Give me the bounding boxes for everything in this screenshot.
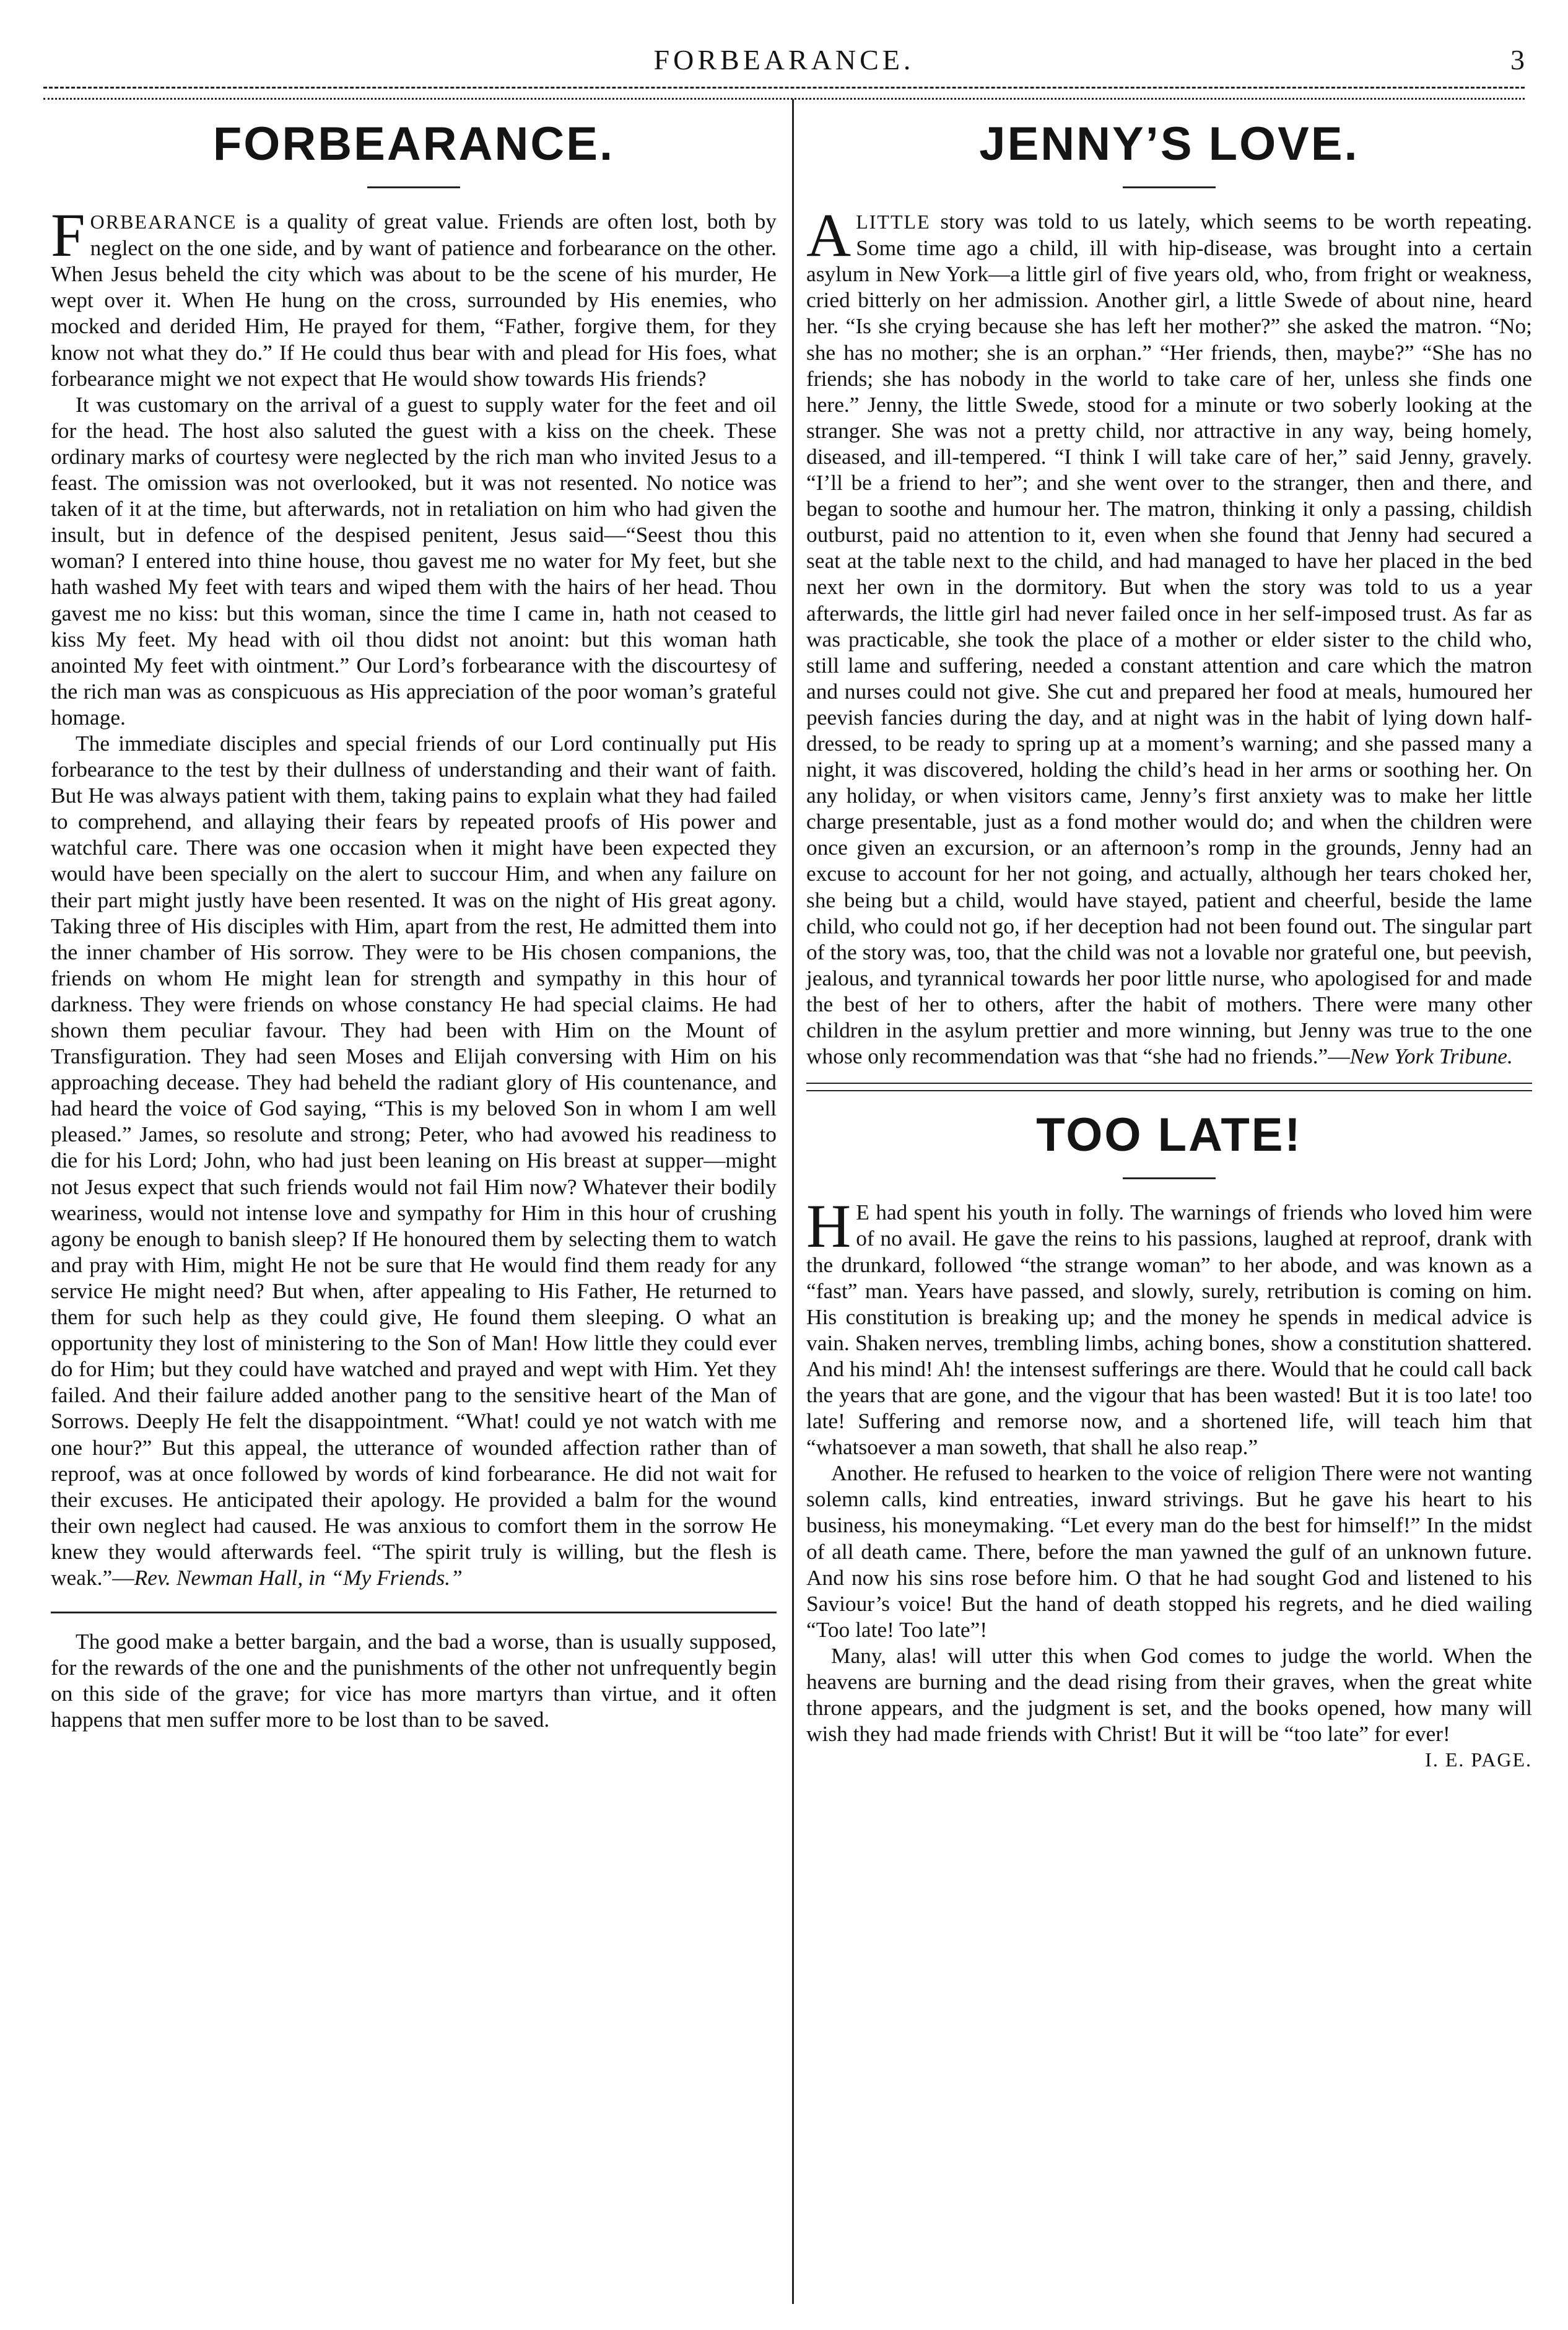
article-title-too-late: TOO LATE! <box>1036 1109 1302 1162</box>
attribution: New York Tribune. <box>1349 1044 1513 1069</box>
too-late-paragraph-3 <box>806 1643 1532 1771</box>
opening-word: LITTLE <box>856 211 931 233</box>
paragraph-text: story was told to us lately, which seems to be worth repeating. Some time ago a child, ill with hip-disease, was brought into a certain asylum in New York—a little girl of five years old, who, from fright or weakness, cried bitterly on her admission. Another girl, a little Swede of about nine, heard her. “Is she crying because she has left her mother?” she asked the matron. “No; she has no mother; she is an orphan.” “Her friends, then, maybe?” “She has no friends; she has nobody in the world to take care of her, unless she finds one here.” Jenny, the little Swede, stood for a minute or two soberly looking at the stranger. She was not a pretty child, nor attractive in any way, being homely, diseased, and ill-tempered. “I think I will take care of her,” said Jenny, gravely. “I’ll be a friend to her”; and she went over to the stranger, then and there, and began to soothe and humour her. The matron, thinking it only a passing, childish outburst, paid no attention to it, even when she found that Jenny had secured a seat at the table next to the child, and had managed to have her placed in the bed next her own in the dormitory. But when the story was told to us a year afterwards, the little girl had never failed once in her self-imposed trust. As far as was practicable, she took the place of a mother or elder sister to the child who, still lame and suffering, needed a constant attention and care which the matron and nurses could not give. She cut and prepared her food at meals, humoured her peevish fancies during the day, and at night was in the habit of lying down half-dressed, to be ready to spring up at a moment’s warning; and she passed many a night, it was discovered, holding the child’s head in her arms or soothing her. On any holiday, or when visitors came, Jenny’s first anxiety was to make her little charge presentable, just as a fond mother would do; and when the children were once given an excursion, or an afternoon’s romp in the grounds, Jenny had an excuse to account for her not going, and actually, although her tears choked her, she being but a child, would have stayed, patient and cheerful, beside the lame child, who could not go, if her deception had not been found out. The singular part of the story was, too, that the child was not a lovable nor grateful one, but peevish, jealous, and tyrannical towards her poor little nurse, who apologised for and made the best of her to others, after the habit of mothers. There were many other children in the asylum prettier and more winning, but Jenny was true to the one whose only recommendation was that “she had no friends.”— <box>806 209 1532 1069</box>
article-title-forbearance: FORBEARANCE. <box>212 118 615 170</box>
paragraph-text: E had spent his youth in folly. The warnings of friends who loved him were of no avail. He gave the reins to his passions, laughed at reproof, drank with the drunkard, followed “the strange woman” to her abode, and was known as a “fast” man. Years have passed, and slowly, surely, retribution is coming on him. His constitution is breaking up; and the money he spends in medical advice is vain. Shaken nerves, trembling limbs, aching bones, show a constitution shattered. And his mind! Ah! the intensest sufferings are there. Would that he could call back the years that are gone, and the vigour that has been wasted! But it is too late! too late! Suffering and remorse now, and a shortened life, will teach him that “whatsoever a man soweth, that shall he also reap.” <box>806 1200 1532 1460</box>
header-rule-lower <box>43 98 1525 100</box>
jennys-love-paragraph <box>806 201 1532 1069</box>
right-column <box>806 118 1532 1773</box>
title-rule <box>1123 186 1216 188</box>
attribution: Rev. Newman Hall, in “My Friends.” <box>134 1564 463 1590</box>
dropcap: A <box>806 201 852 270</box>
paragraph-text: The immediate disciples and special friends of our Lord continually put His forbearance to the test by their dullness of understanding and their want of faith. But He was always patient with them, taking pains to explain what they had failed to comprehend, and allaying their fears by repeated proofs of His power and watchful care. There was one occasion when it might have been expected they would have been specially on the alert to succour Him, and when any failure on their part might justly have been resented. It was on the night of His great agony. Taking three of His disciples with Him, apart from the rest, He admitted them into the inner chamber of His sorrow. They were to be His chosen companions, the friends on whom He might lean for strength and sympathy in this hour of darkness. They were friends on whose constancy He had special claims. He had shown them peculiar favour. They had been with Him on the Mount of Transfiguration. They had seen Moses and Elijah conversing with Him on his approaching decease. They had beheld the radiant glory of His countenance, and had heard the voice of God saying, “This is my beloved Son in whom I am well pleased.” James, so resolute and strong; Peter, who had avowed his readiness to die for his Lord; John, who had just been leaning on His breast at supper—might not Jesus expect that such friends would not fail Him now? Whatever their bodily weariness, would not intense love and sympathy for Him in this hour of crushing agony be enough to banish sleep? If He honoured them by selecting them to watch and pray with Him, might He not be sure that He would find them ready for any service He might need? But when, after appealing to His Father, He returned to them for such help as they could give, He found them sleeping. O what an opportunity they lost of ministering to the Son of Man! How little they could ever do for Him; but they could have watched and prayed and wept with Him. Yet they failed. And their failure added another pang to the sensitive heart of the Man of Sorrows. Deeply He felt the disappointment. “What! could ye not watch with me one hour?” But this appeal, the utterance of wounded affection rather than of reproof, was at once followed by words of kind forbearance. He did not wait for their excuses. He anticipated their apology. He provided a balm for the wound their own neglect had caused. He was anxious to comfort them in the sorrow He knew they would afterwards feel. “The spirit truly is willing, but the flesh is weak.”— <box>51 730 777 1590</box>
section-rule-double <box>806 1090 1532 1091</box>
header-rule <box>43 87 1525 89</box>
forbearance-paragraph-1 <box>51 201 777 391</box>
too-late-article <box>806 1192 1532 1771</box>
bargain-paragraph: The good make a better bargain, and the bad a worse, than is usually supposed, for the rewards of the one and the punishments of the other not unfrequently begin on this side of the grave; for vice has more martyrs than virtue, and it often happens that men suffer more to be lost than to be saved. <box>51 1629 777 1732</box>
running-title: FORBEARANCE. <box>653 44 915 76</box>
forbearance-paragraph-3 <box>51 730 777 1590</box>
dropcap: H <box>806 1192 852 1261</box>
column-divider <box>792 99 794 2304</box>
opening-word: ORBEARANCE <box>90 211 237 233</box>
paragraph-text: Many, alas! will utter this when God comes to judge the world. When the heavens are burning and the dead rising from their graves, when the great white throne appears, and the judgment is set, and the books opened, how many will wish they had made friends with Christ! But it will be “too late” for ever! <box>806 1643 1532 1747</box>
paragraph-text: is a quality of great value. Friends are often lost, both by neglect on the one side, and by want of patience and forbearance on the other. When Jesus beheld the city which was about to be the scene of his murder, He wept over it. When He hung on the cross, surrounded by His enemies, who mocked and derided Him, He prayed for them, “Father, forgive them, for they know not what they do.” If He could thus bear with and plead for His foes, what forbearance might we not expect that He would show towards His friends? <box>51 209 777 391</box>
title-rule <box>367 186 460 188</box>
too-late-paragraph-1 <box>806 1192 1532 1460</box>
forbearance-article <box>51 201 777 1590</box>
left-column <box>51 118 777 1732</box>
article-title-jennys-love: JENNY’S LOVE. <box>979 118 1359 170</box>
jennys-love-article <box>806 201 1532 1069</box>
dropcap: F <box>51 201 85 270</box>
too-late-paragraph-2: Another. He refused to hearken to the voice of religion There were not wanting solemn calls, kind entreaties, inward strivings. But he gave his heart to his business, his moneymaking. “Let every man do the best for himself!” In the midst of all death came. There, before the man yawned the gulf of an unknown future. And now his sins rose before him. O that he had sought God and listened to his Saviour’s voice! But the hand of death stopped his regrets, and he died wailing “Too late! Too late”! <box>806 1460 1532 1642</box>
bargain-note <box>51 1628 777 1732</box>
forbearance-paragraph-2: It was customary on the arrival of a guest to supply water for the feet and oil for the head. The host also saluted the guest with a kiss on the cheek. These ordinary marks of courtesy were neglected by the rich man who invited Jesus to a feast. The omission was not overlooked, but it was not resented. No notice was taken of it at the time, but afterwards, not in retaliation on him who had given the insult, but in defence of the despised penitent, Jesus said—“Seest thou this woman? I entered into thine house, thou gavest me no water for My feet, but she hath washed My feet with tears and wiped them with the hairs of her head. Thou gavest me no kiss: but this woman, since the time I came in, hath not ceased to kiss My feet. My head with oil thou didst not anoint: but this woman hath anointed My feet with ointment.” Our Lord’s forbearance with the discourtesy of the rich man was as conspicuous as His appreciation of the poor woman’s grateful homage. <box>51 391 777 730</box>
section-rule <box>51 1612 777 1613</box>
page-number: 3 <box>1510 44 1525 76</box>
section-rule <box>806 1083 1532 1084</box>
signature: I. E. PAGE. <box>1425 1748 1532 1771</box>
title-rule <box>1123 1177 1216 1179</box>
